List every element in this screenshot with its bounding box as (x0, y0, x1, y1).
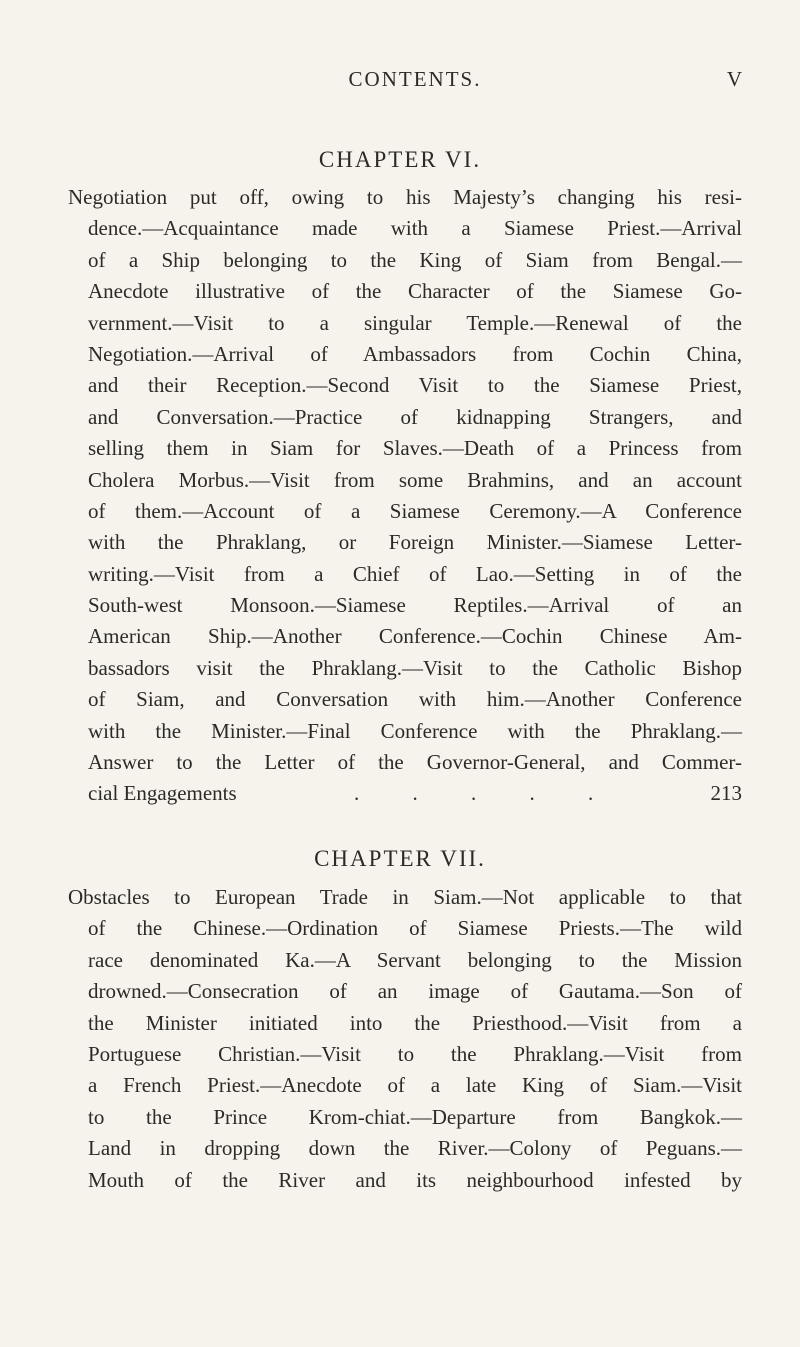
chapter-6-heading: CHAPTER VI. (318, 147, 482, 172)
summary-line: drowned.—Consecration of an image of Gautama.—Son of (88, 979, 742, 1004)
running-title: CONTENTS. (348, 67, 482, 91)
summary-line: writing.—Visit from a Chief of Lao.—Setting in of the (88, 561, 742, 586)
summary-line: Answer to the Letter of the Governor-General, and Commer- (88, 750, 742, 775)
summary-line: of a Ship belonging to the King of Siam from Bengal.— (88, 247, 742, 272)
summary-line: Negotiation.—Arrival of Ambassadors from Cochin China, (88, 341, 742, 366)
summary-line: of them.—Account of a Siamese Ceremony.—A Conference (88, 498, 742, 523)
summary-line: bassadors visit the Phraklang.—Visit to the Catholic Bishop (88, 655, 742, 680)
summary-line: American Ship.—Another Conference.—Cochin Chinese Am- (88, 624, 742, 649)
summary-line: Obstacles to European Trade in Siam.—Not applicable to that (68, 885, 742, 909)
summary-line: of the Chinese.—Ordination of Siamese Priests.—The wild (88, 916, 742, 941)
summary-line: dence.—Acquaintance made with a Siamese Priest.—Arrival (88, 216, 742, 241)
summary-line: vernment.—Visit to a singular Temple.—Renewal of the (88, 310, 742, 335)
summary-line: Portuguese Christian.—Visit to the Phraklang.—Visit from (88, 1041, 742, 1066)
chapter-7-heading: CHAPTER VII. (314, 846, 486, 871)
entry-page-number: 213 (710, 781, 742, 806)
summary-line: Anecdote illustrative of the Character of the Siamese Go- (88, 279, 742, 304)
chapter-7-summary (68, 882, 742, 1196)
summary-line: selling them in Siam for Slaves.—Death of a Princess from (88, 436, 742, 461)
summary-line: and Conversation.—Practice of kidnapping Strangers, and (88, 404, 742, 429)
summary-line: Mouth of the River and its neighbourhood infested by (88, 1167, 742, 1192)
running-head (88, 64, 742, 94)
summary-line: with the Phraklang, or Foreign Minister.—Siamese Letter- (88, 530, 742, 555)
entry-final-text: cial Engagements (88, 781, 237, 806)
summary-line: Cholera Morbus.—Visit from some Brahmins, and an account (88, 467, 742, 492)
dot-leader: . . . . . (353, 781, 618, 806)
summary-line: Negotiation put off, owing to his Majesty’s changing his resi- (68, 185, 742, 209)
summary-line: Land in dropping down the River.—Colony of Peguans.— (88, 1136, 742, 1161)
chapter-6-summary (68, 182, 742, 810)
summary-line: a French Priest.—Anecdote of a late King of Siam.—Visit (88, 1073, 742, 1098)
page-number: V (726, 67, 742, 91)
toc-entry-end (88, 778, 742, 809)
summary-line: South-west Monsoon.—Siamese Reptiles.—Arrival of an (88, 593, 742, 618)
summary-line: and their Reception.—Second Visit to the Siamese Priest, (88, 373, 742, 398)
summary-line: the Minister initiated into the Priesthood.—Visit from a (88, 1010, 742, 1035)
summary-line: to the Prince Krom-chiat.—Departure from Bangkok.— (88, 1104, 742, 1129)
summary-line: race denominated Ka.—A Servant belonging to the Mission (88, 947, 742, 972)
summary-line: with the Minister.—Final Conference with the Phraklang.— (88, 718, 742, 743)
summary-line: of Siam, and Conversation with him.—Another Conference (88, 687, 742, 712)
